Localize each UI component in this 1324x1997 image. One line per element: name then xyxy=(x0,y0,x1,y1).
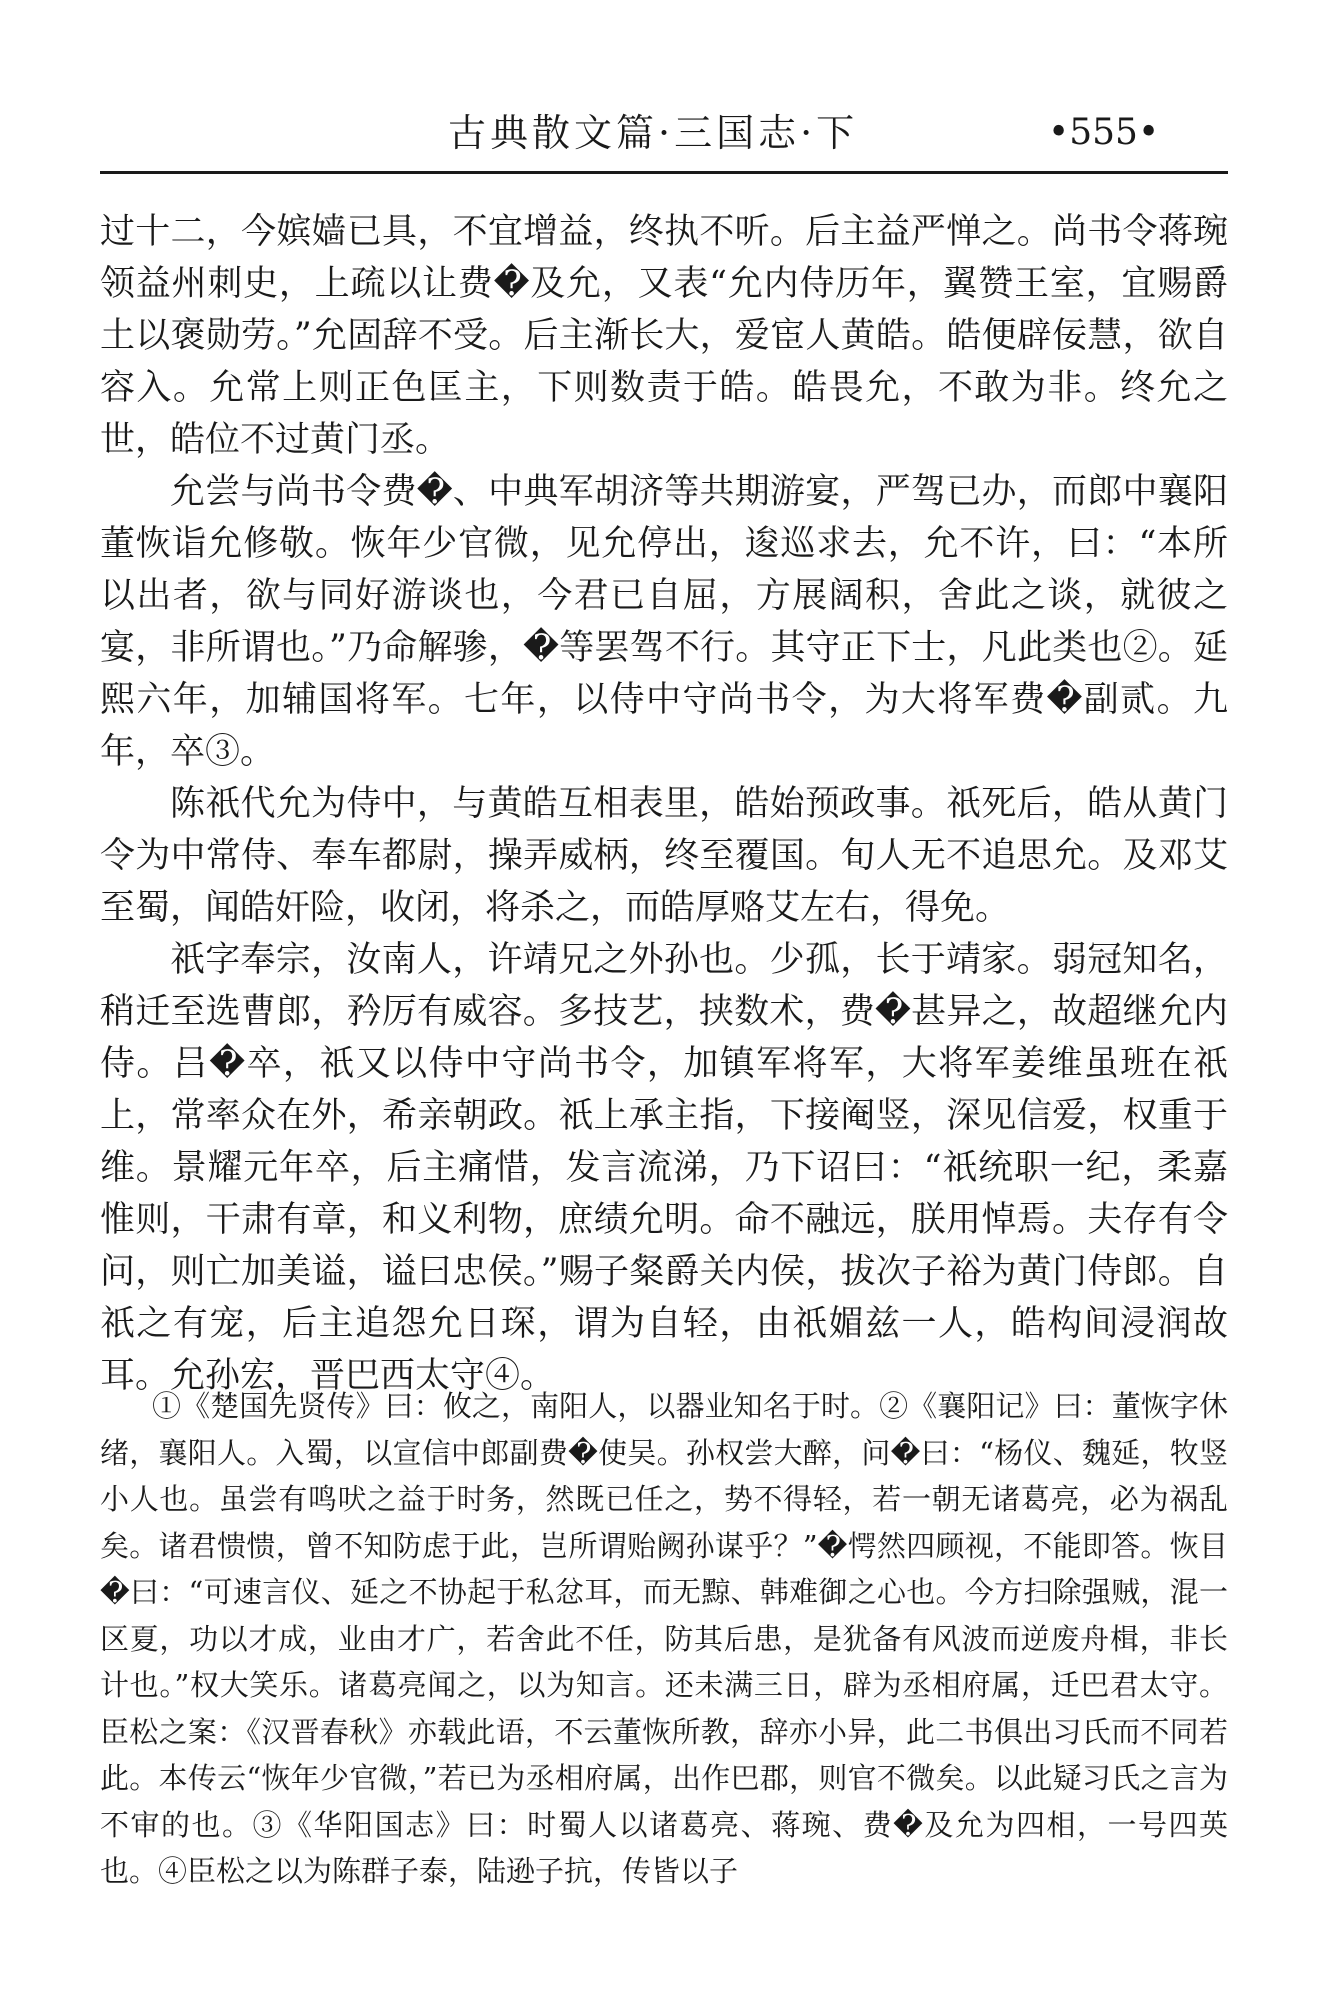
paragraph: 陈祇代允为侍中，与黄皓互相表里，皓始预政事。祇死后，皓从黄门令为中常侍、奉车都尉，操弄威柄，终至覆国。旬人无不追思允。及邓艾至蜀，闻皓奸险，收闭，将杀之，而皓厚赂艾左右，得免。 xyxy=(100,784,1228,928)
running-header-title: 古典散文篇·三国志·下 xyxy=(448,111,859,155)
paragraph: 允尝与尚书令费�、中典军胡济等共期游宴，严驾已办，而郎中襄阳董恢诣允修敬。恢年少官微，见允停出，逡巡求去，允不许，曰：“本所以出者，欲与同好游谈也，今君已自屈，方展阔积，舍此之谈，就彼之宴，非所谓也。”乃命解骖，�等罢驾不行。其守正下士，凡此类也②。延熙六年，加辅国将军。七年，以侍中守尚书令，为大将军费�副贰。九年，卒③。 xyxy=(100,472,1228,772)
paragraph: 祇字奉宗，汝南人，许靖兄之外孙也。少孤，长于靖家。弱冠知名，稍迁至选曹郎，矜厉有威容。多技艺，挟数术，费�甚异之，故超继允内侍。吕�卒，祇又以侍中守尚书令，加镇军将军，大将军姜维虽班在祇上，常率众在外，希亲朝政。祇上承主指，下接阉竖，深见信爱，权重于维。景耀元年卒，后主痛惜，发言流涕，乃下诏曰：“祇统职一纪，柔嘉惟则，干肃有章，和义利物，庶绩允明。命不融远，朕用悼焉。夫存有令问，则亡加美谥，谥曰忠侯。”赐子粲爵关内侯，拔次子裕为黄门侍郎。自祇之有宠，后主追怨允日琛，谓为自轻，由祇媚兹一人，皓构间浸润故耳。允孙宏，晋巴西太守④。 xyxy=(100,940,1228,1396)
page-number: •555• xyxy=(1048,112,1160,153)
footnotes: ①《楚国先贤传》曰：攸之，南阳人，以器业知名于时。②《襄阳记》曰：董恢字休绪，襄阳人。入蜀，以宣信中郎副费�使吴。孙权尝大醉，问�曰：“杨仪、魏延，牧竖小人也。虽尝有鸣吠之益于时务，然既已任之，势不得轻，若一朝无诸葛亮，必为祸乱矣。诸君愦愦，曾不知防虑于此，岂所谓贻阙孙谋乎？”�愕然四顾视，不能即答。恢目�曰：“可速言仪、延之不协起于私忿耳，而无黥、韩难御之心也。今方扫除强贼，混一区夏，功以才成，业由才广，若舍此不任，防其后患，是犹备有风波而逆废舟楫，非长计也。”权大笑乐。诸葛亮闻之，以为知言。还未满三日，辟为丞相府属，迁巴君太守。臣松之案：《汉晋春秋》亦载此语，不云董恢所教，辞亦小异，此二书俱出习氏而不同若此。本传云“恢年少官微，”若已为丞相府属，出作巴郡，则官不微矣。以此疑习氏之言为不审的也。③《华阳国志》曰：时蜀人以诸葛亮、蒋琬、费�及允为四相，一号四英也。④臣松之以为陈群子泰，陆逊子抗，传皆以子 xyxy=(100,1389,1228,1888)
paragraph: 过十二，今嫔嫱已具，不宜增益，终执不听。后主益严惮之。尚书令蒋琬领益州刺史，上疏以让费�及允，又表“允内侍历年，翼赞王室，宜赐爵土以褒勋劳。”允固辞不受。后主渐长大，爱宦人黄皓。皓便辟佞慧，欲自容入。允常上则正色匡主，下则数责于皓。皓畏允，不敢为非。终允之世，皓位不过黄门丞。 xyxy=(100,212,1228,460)
page-header xyxy=(0,0,1324,170)
header-rule xyxy=(100,171,1228,174)
main-text xyxy=(100,206,1228,1402)
